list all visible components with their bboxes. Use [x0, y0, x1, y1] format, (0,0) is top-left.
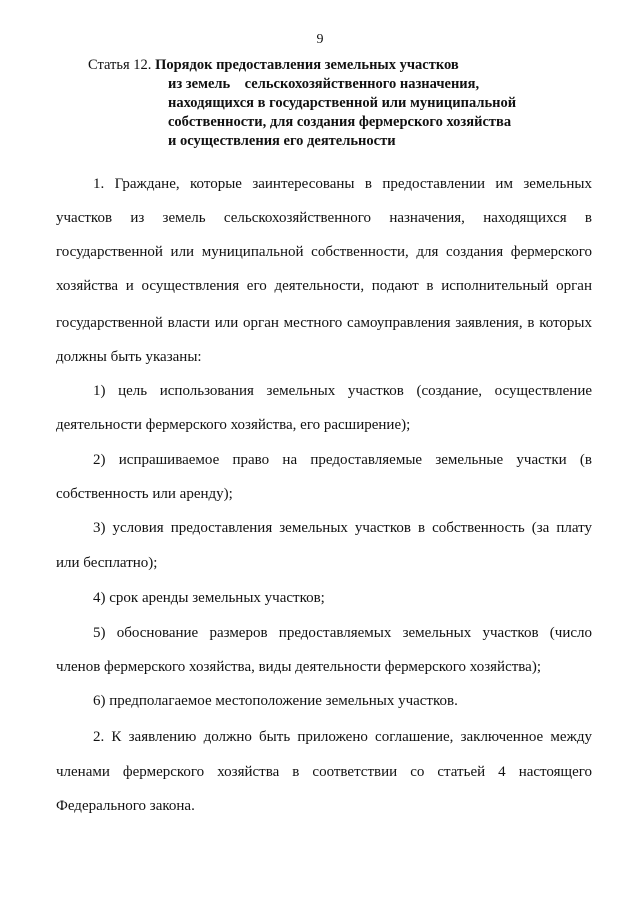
list-item-1-line-2: деятельности фермерского хозяйства, его расширение);: [56, 417, 411, 433]
article-title-line-2: из земель сельскохозяйственного назначения,: [168, 76, 480, 92]
paragraph-1-line-4: хозяйства и осуществления его деятельности, подают в исполнительный орган: [56, 278, 592, 294]
article-title-line-4: собственности, для создания фермерского хозяйства: [168, 114, 512, 130]
paragraph-1-line-2: участков из земель сельскохозяйственного назначения, находящихся в: [56, 210, 592, 226]
list-item-3-line-2: или бесплатно);: [56, 555, 158, 571]
page-number: 9: [316, 32, 324, 47]
list-item-1-line-1: 1) цель использования земельных участков (создание, осуществление: [93, 383, 592, 399]
paragraph-2-line-3: Федерального закона.: [56, 798, 195, 814]
list-item-4-line-1: 4) срок аренды земельных участков;: [93, 590, 325, 606]
paragraph-1-line-5: государственной власти или орган местного самоуправления заявления, в которых: [56, 315, 592, 331]
article-title-line-5: и осуществления его деятельности: [168, 133, 396, 149]
paragraph-1-line-6: должны быть указаны:: [56, 349, 202, 365]
article-heading: [88, 56, 568, 151]
list-item-5-line-1: 5) обоснование размеров предоставляемых земельных участков (число: [93, 625, 592, 641]
paragraph-2-line-1: 2. К заявлению должно быть приложено соглашение, заключенное между: [93, 729, 592, 745]
paragraph-2-line-2: членами фермерского хозяйства в соответствии со статьей 4 настоящего: [56, 764, 592, 780]
list-item-5-line-2: членов фермерского хозяйства, виды деятельности фермерского хозяйства);: [56, 659, 541, 675]
article-title-line-3: находящихся в государственной или муниципальной: [168, 95, 517, 111]
list-item-6-line-1: 6) предполагаемое местоположение земельных участков.: [93, 693, 458, 709]
paragraph-1-line-3: государственной или муниципальной собственности, для создания фермерского: [56, 244, 592, 260]
article-title-line-1: Порядок предоставления земельных участков: [155, 57, 459, 73]
article-number: Статья 12.: [88, 57, 152, 73]
list-item-2-line-1: 2) испрашиваемое право на предоставляемые земельные участки (в: [93, 452, 592, 468]
list-item-2-line-2: собственность или аренду);: [56, 486, 233, 502]
list-item-3-line-1: 3) условия предоставления земельных участков в собственность (за плату: [93, 520, 592, 536]
paragraph-1-line-1: 1. Граждане, которые заинтересованы в предоставлении им земельных: [93, 176, 592, 192]
